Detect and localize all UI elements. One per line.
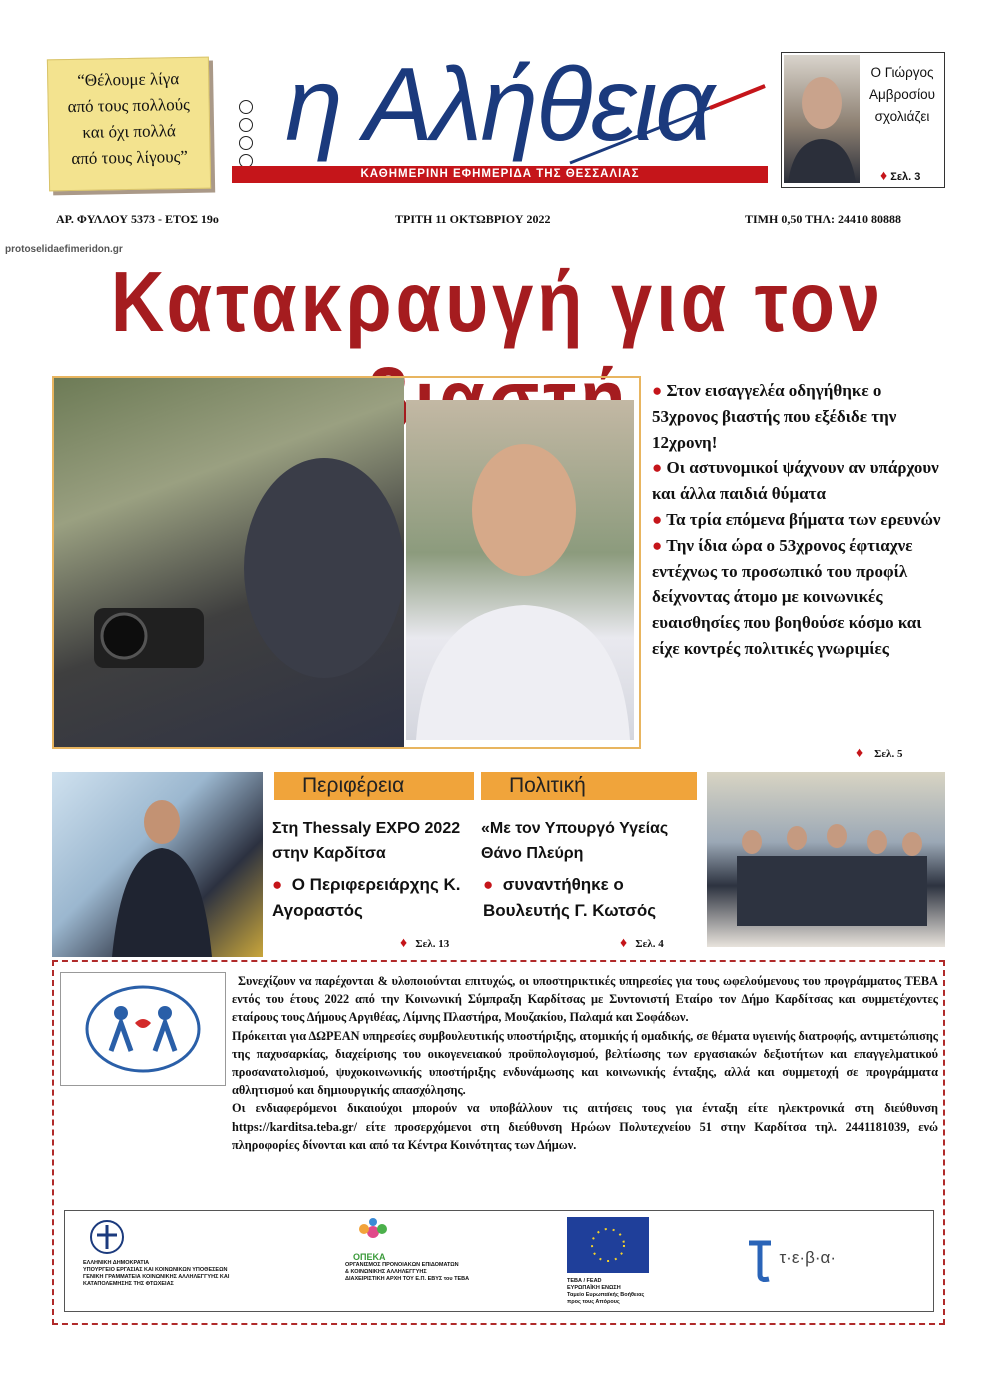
teba-text — [232, 972, 938, 1154]
sponsor-line: & ΚΟΙΝΩΝΙΚΗΣ ΑΛΛΗΛΕΓΓΥΗΣ — [345, 1269, 427, 1275]
commentator-photo — [784, 55, 860, 183]
region-bullet: ● Ο Περιφερειάρχης Κ. Αγοραστός — [272, 875, 461, 920]
sponsor-line: ΕΥΡΩΠΑΪΚΗ ΕΝΩΣΗ — [567, 1285, 621, 1291]
sponsors-bar — [64, 1210, 934, 1312]
sponsor-line: προς τους Απόρους — [567, 1299, 620, 1305]
price-phone: ΤΙΜΗ 0,50 ΤΗΛ: 24410 80888 — [745, 212, 902, 226]
sponsor-line: ΟΡΓΑΝΙΣΜΟΣ ΠΡΟΝΟΙΑΚΩΝ ΕΠΙΔΟΜΑΤΩΝ — [345, 1262, 459, 1268]
sponsor-line: ΤΕΒΑ / FEAD — [567, 1278, 602, 1284]
bullet-icon: ● — [652, 535, 663, 555]
quote-note — [47, 57, 211, 192]
politics-title: «Με τον Υπουργό Υγείας Θάνο Πλεύρη — [481, 820, 669, 862]
main-story-page — [856, 746, 902, 762]
bullet-icon: ● — [652, 381, 663, 400]
diamond-icon: ♦ — [620, 936, 628, 951]
commentator-line: Ο Γιώργος — [870, 65, 934, 80]
partnership-logo — [60, 972, 226, 1086]
arrest-photo — [54, 378, 404, 747]
issue-number: ΑΡ. ΦΥΛΛΟΥ 5373 - ΕΤΟΣ 19ο — [56, 212, 219, 226]
list-item: ● Οι αστυνομικοί ψάχνουν αν υπάρχουν και άλλα παιδιά θύματα — [652, 458, 939, 504]
people-logo-icon — [61, 973, 225, 1085]
bullet-icon: ● — [483, 875, 494, 894]
politics-bullet: ● συναντήθηκε ο Βουλευτής Γ. Κωτσός — [483, 875, 657, 920]
commentator-caption — [862, 62, 942, 128]
teba-logo-icon — [745, 1233, 775, 1283]
certification-icon — [239, 100, 253, 114]
paragraph: Πρόκειται για ΔΩΡΕΑΝ υπηρεσίες συμβουλευτικής υποστήριξης, ατομικής ή ομαδικής, σε θέματα υγιεινής διατροφής, αντιμετώπισης της παχυσαρκίας, διαχείρισης του οικογενειακού προϋπολογισμού, βελτίωσης των εργασιακών δεξιοτήτων και επαγγελματικού προσανατολισμού, ψυχοκοινωνικής υποστήριξης ενδυνάμωσης και κοινωνικής ένταξης, αλλά και συμμετοχή σε προγράμματα αθλητισμού και δημιουργικής απασχόλησης. — [232, 1028, 938, 1098]
quote-line: και όχι πολλά — [82, 121, 177, 142]
region-title: Στη Thessaly EXPO 2022 στην Καρδίτσα — [272, 820, 461, 862]
main-photo — [52, 376, 641, 749]
teba-sponsor — [745, 1233, 915, 1283]
page-ref: Σελ. 13 — [415, 938, 450, 950]
commentator-page — [880, 167, 920, 183]
masthead-subtitle: ΚΑΘΗΜΕΡΙΝΗ ΕΦΗΜΕΡΙΔΑ ΤΗΣ ΘΕΣΣΑΛΙΑΣ — [232, 166, 768, 183]
quill-icon — [560, 78, 780, 168]
diamond-icon: ♦ — [856, 746, 864, 761]
speaker-icon — [52, 772, 263, 957]
portrait-icon — [406, 400, 634, 740]
commentator-line: σχολιάζει — [874, 109, 930, 124]
sponsor-line: ΔΙΑΧΕΙΡΙΣΤΙΚΗ ΑΡΧΗ ΤΟΥ Ε.Π. ΕΒΥΣ του ΤΕΒΑ — [345, 1276, 470, 1282]
eu-flag-icon — [567, 1217, 649, 1273]
opeka-sponsor — [345, 1217, 545, 1283]
sponsor-line: ΚΑΤΑΠΟΛΕΜΗΣΗΣ ΤΗΣ ΦΤΩΧΕΙΑΣ — [83, 1281, 174, 1287]
main-story-bullets — [652, 378, 942, 662]
group-icon — [707, 772, 945, 947]
bullet-icon: ● — [272, 875, 283, 894]
quote-line: από τους λίγους” — [71, 146, 188, 169]
meeting-photo — [707, 772, 945, 947]
tab-politics: Πολιτική — [481, 772, 697, 800]
sponsor-line: ΥΠΟΥΡΓΕΙΟ ΕΡΓΑΣΙΑΣ ΚΑΙ ΚΟΙΝΩΝΙΚΩΝ ΥΠΟΘΕΣΕΩΝ — [83, 1267, 228, 1273]
masthead-title: η Αλήθεια — [285, 47, 713, 163]
expo-photo — [52, 772, 263, 957]
politics-page — [620, 936, 664, 952]
sponsor-line: Ταμείο Ευρωπαϊκής Βοήθειας — [567, 1292, 645, 1298]
page-ref: Σελ. 5 — [874, 748, 903, 760]
paragraph: Οι ενδιαφερόμενοι δικαιούχοι μπορούν να υποβάλλουν τις αιτήσεις τους για ένταξη είτε ηλεκτρονικά στη διεύθυνση https://karditsa.teba.gr/ είτε προσερχόμενοι στη διεύθυνση Ηρώων Πολυτεχνείου 51 στην Καρδίτσα τηλ. 2441181039, ενώ πληροφορίες δίνονται και από τα Κέντρα Κοινότητας των Δήμων. — [232, 1101, 938, 1152]
quote-line: από τους πολλούς — [67, 94, 190, 117]
site-credit: protoselidaefimeridon.gr — [5, 244, 123, 255]
diamond-icon: ♦ — [400, 936, 408, 951]
certification-icon — [239, 136, 253, 150]
greek-emblem-icon — [89, 1219, 125, 1255]
bullet-icon: ● — [652, 509, 663, 529]
page-ref: Σελ. 4 — [635, 938, 664, 950]
opeka-flower-icon — [355, 1217, 391, 1247]
suspect-photo — [406, 400, 634, 740]
main-headline: Κατακραυγή για τον — [110, 254, 885, 350]
eu-sponsor — [567, 1217, 707, 1306]
opeka-name: ΟΠΕΚΑ — [353, 1252, 386, 1262]
diamond-icon: ♦ — [880, 167, 888, 183]
certification-icon — [239, 118, 253, 132]
sponsor-line: ΓΕΝΙΚΗ ΓΡΑΜΜΑΤΕΙΑ ΚΟΙΝΩΝΙΚΗΣ ΑΛΛΗΛΕΓΓΥΗΣ ΚΑΙ — [83, 1274, 230, 1280]
list-item: ● Την ίδια ώρα ο 53χρονος έφτιαχνε εντέχνως το προσωπικό του προφίλ δείχνοντας άτομο με κοινωνικές ευαισθησίες που βοηθούσε κόσμο και είχε κοντρές πολιτικές γνωριμίες — [652, 535, 922, 658]
teba-logo-text: τ·ε·β·α· — [779, 1248, 836, 1267]
list-item: ● Τα τρία επόμενα βήματα των ερευνών — [652, 509, 941, 529]
portrait-icon — [784, 55, 860, 183]
region-page — [400, 936, 449, 952]
list-item: ● Στον εισαγγελέα οδηγήθηκε ο 53χρονος βιαστής που εξέδιδε την 12χρονη! — [652, 381, 897, 452]
ministry-sponsor — [83, 1219, 343, 1288]
photo-scene-icon — [54, 378, 404, 747]
commentator-line: Αμβροσίου — [869, 87, 935, 102]
page-ref: Σελ. 3 — [890, 171, 921, 183]
paragraph: Συνεχίζουν να παρέχονται & υλοποιούνται επιτυχώς, οι υποστηρικτικές υπηρεσίες για τους ωφελούμενους του προγράμματος ΤΕΒΑ εντός του έτους 2022 από την Κοινωνική Σύμπραξη Καρδίτσας με Συντονιστή Εταίρο τον Δήμο Καρδίτσας και συμμετέχοντες εταίρους τους Δήμους Αργιθέας, Λίμνης Πλαστήρα, Μουζακίου, Παλαμά και Σοφάδων. — [232, 974, 938, 1025]
bullet-icon: ● — [652, 458, 663, 478]
sponsor-line: ΕΛΛΗΝΙΚΗ ΔΗΜΟΚΡΑΤΙΑ — [83, 1260, 150, 1266]
issue-date: ΤΡΙΤΗ 11 ΟΚΤΩΒΡΙΟΥ 2022 — [395, 212, 551, 226]
tab-region: Περιφέρεια — [274, 772, 474, 800]
quote-line: “Θέλουμε λίγα — [77, 69, 180, 90]
